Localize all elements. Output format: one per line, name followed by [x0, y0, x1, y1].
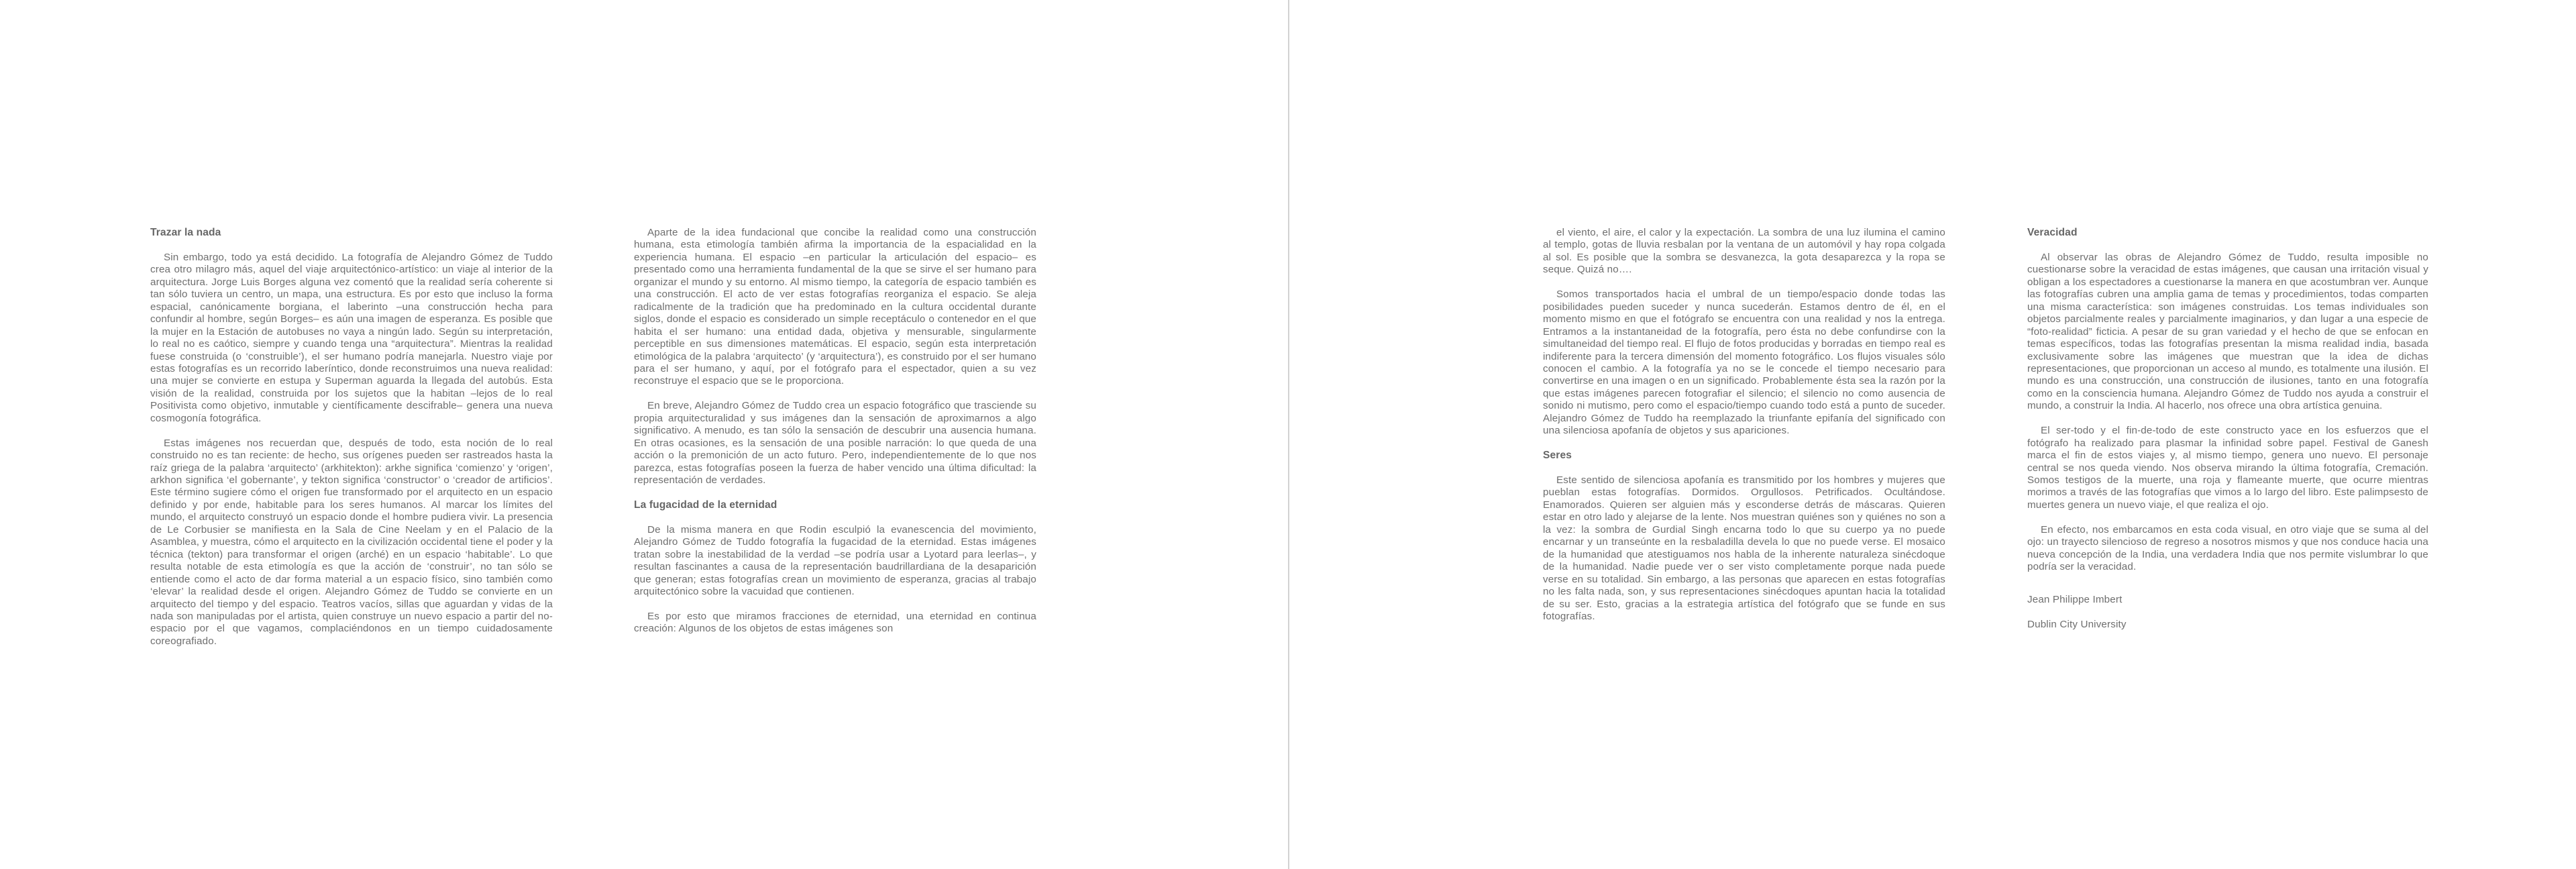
author-affiliation: Dublin City University: [2027, 618, 2127, 630]
column-2: [634, 227, 1036, 635]
column-4: [2027, 227, 2428, 643]
column-3: [1543, 227, 1945, 623]
paragraph: Sin embargo, todo ya está decidido. La fotografía de Alejandro Gómez de Tuddo crea otro milagro más, aquel del viaje arquitectónico-artístico: un viaje al interior de la arquitectura. Jorge Luis Borges alguna vez comentó que la realidad sería coherente si tan sólo tuviera un centro, un mapa, una estructura. Es por esto que incluso la forma espacial, canónicamente borgiana, el laberinto –una construcción hecha para confundir al hombre, según Borges– es aún una imagen de esperanza. Es posible que la mujer en la Estación de autobuses no vaya a ningún lado. Según su interpretación, lo real no es caótico, siempre y cuando tenga una “arquitectura”. Mientras la realidad fuese construida (o ‘construible’), el ser humano podría manejarla. Nuestro viaje por estas fotografías es un recorrido laberíntico, donde reconstruimos una nueva realidad: una mujer se convierte en estupa y Superman aguarda la llegada del autobús. Esta visión de la realidad, construida por los sujetos que la habitan –lejos de lo real Positivista como objetivo, inmutable y científicamente descifrable– genera una nueva cosmogonía fotográfica.: [150, 251, 553, 424]
section-heading-veracidad: Veracidad: [2027, 227, 2078, 238]
author-name: Jean Philippe Imbert: [2027, 593, 2123, 605]
book-spine: [1288, 0, 1289, 869]
paragraph: Este sentido de silenciosa apofanía es transmitido por los hombres y mujeres que pueblan estas fotografías. Dormidos. Orgullosos. Petrificados. Ocultándose. Enamorados. Quieren ser alguien más y esconderse detrás de máscaras. Quieren estar en otro lado y alejarse de la lente. Nos muestran quiénes son y quiénes no son a la vez: la sombra de Gurdial Singh encarna todo lo que su cuerpo ya no puede encarnar y un transeúnte en la resbaladilla devela lo que no puede verse. El mosaico de la humanidad que atestiguamos nos habla de la inherente naturaleza sinécdoque de la humanidad. Nadie puede ver o ser visto completamente porque nada puede verse en su totalidad. Sin embargo, a las personas que aparecen en estas fotografías no les falta nada, son, y sus representaciones sinécdoques apuntan hacia la totalidad de su ser. Esto, gracias a la estrategia artística del fotógrafo que se funde en sus fotografías.: [1543, 474, 1945, 622]
section-heading-seres: Seres: [1543, 450, 1572, 462]
paragraph: Al observar las obras de Alejandro Gómez de Tuddo, resulta imposible no cuestionarse sobre la veracidad de estas imágenes, que causan una irritación visual y obligan a los espectadores a cuestionarse la manera en que acostumbran ver. Aunque las fotografías cubren una amplia gama de temas y procedimientos, todas comparten una misma característica: son imágenes construidas. Los temas individuales son objetos parcialmente reales y parcialmente imaginarios, y dan lugar a una especie de “foto-realidad” ficticia. A pesar de su gran variedad y el hecho de que se enfocan en temas específicos, todas las fotografías presentan la misma realidad india, basada exclusivamente sobre las imágenes que muestran que la idea de dichas representaciones, que proporcionan un acceso al mundo, es totalmente una ilusión. El mundo es una construcción, una construcción de ilusiones, tanto en una fotografía como en la consciencia humana. Alejandro Gómez de Tuddo nos ayuda a construir el mundo, a construir la India. Al hacerlo, nos ofrece una obra artística genuina.: [2027, 251, 2428, 412]
paragraph: Aparte de la idea fundacional que concibe la realidad como una construcción humana, esta etimología también afirma la importancia de la espacialidad en la experiencia humana. El espacio –en particular la articulación del espacio– es presentado como una herramienta fundamental de la que se sirve el ser humano para organizar el mundo y su entorno. Al mismo tiempo, la categoría de espacio también es una construcción. El acto de ver estas fotografías reorganiza el espacio. Se aleja radicalmente de la tradición que ha predominado en la cultura occidental durante siglos, donde el espacio es considerado un simple receptáculo o contenedor en el que habita el ser humano: una entidad dada, objetiva y mensurable, singularmente perceptible en sus dimensiones matemáticas. El espacio, según esta interpretación etimológica de la palabra ‘arquitecto’ (y ‘arquitectura’), es construido por el ser humano para el ser humano, y aquí, por el fotógrafo para el espectador, quien a su vez reconstruye el espacio que se le proporciona.: [634, 227, 1036, 387]
paragraph: Es por esto que miramos fracciones de eternidad, una eternidad en continua creación: Algunos de los objetos de estas imágenes son: [634, 610, 1036, 635]
paragraph: En efecto, nos embarcamos en esta coda visual, en otro viaje que se suma al del ojo: un trayecto silencioso de regreso a nosotros mismos y que nos conduce hacia una nueva concepción de la India, una verdadera India que nos permite vislumbrar lo que podría ser la veracidad.: [2027, 523, 2428, 573]
signature-block: [2027, 594, 2428, 631]
paragraph: De la misma manera en que Rodin esculpió la evanescencia del movimiento, Alejandro Gómez de Tuddo fotografía la fugacidad de la eternidad. Estas imágenes tratan sobre la inestabilidad de la verdad –se podría usar a Lyotard para leerlas–, y resultan fascinantes a causa de la representación baudrillardiana de la desaparición que generan; estas fotografías crean un movimiento de esperanza, gracias al trabajo arquitectónico sobre la vacuidad que contienen.: [634, 523, 1036, 598]
paragraph: el viento, el aire, el calor y la expectación. La sombra de una luz ilumina el camino al templo, gotas de lluvia resbalan por la ventana de un automóvil y hay ropa colgada al sol. Es posible que la sombra se desvanezca, la gota desaparezca y la ropa se seque. Quizá no….: [1543, 227, 1945, 276]
section-heading-trazar-la-nada: Trazar la nada: [150, 227, 221, 238]
paragraph: Somos transportados hacia el umbral de un tiempo/espacio donde todas las posibilidades pueden suceder y nunca sucederán. Estamos dentro de él, en el momento mismo en que el fotógrafo se encuentra con una realidad y nos la entrega. Entramos a la instantaneidad de la fotografía, pero ésta no debe confundirse con la simultaneidad del tiempo real. El flujo de fotos producidas y borradas en tiempo real es indiferente para la tercera dimensión del momento fotográfico. Los flujos visuales sólo conocen el cambio. A la fotografía ya no se le concede el tiempo necesario para convertirse en una imagen o en un significado. Probablemente ésta sea la razón por la que estas imágenes parecen fotografiar el silencio; el silencio no como ausencia de sonido ni mutismo, pero como el espacio/tiempo cuando todo está a punto de suceder. Alejandro Gómez de Tuddo ha reemplazado la triunfante epifanía del significado con una silenciosa apofanía de objetos y sus apariciones.: [1543, 289, 1945, 437]
section-heading-la-fugacidad: La fugacidad de la eternidad: [634, 499, 777, 511]
column-1: [150, 227, 553, 648]
paragraph: Estas imágenes nos recuerdan que, después de todo, esta noción de lo real construido no es tan reciente: de hecho, sus orígenes pueden ser rastreados hasta la raíz griega de la palabra ‘arquitecto’ (arkhitekton): arkhe significa ‘comienzo’ y ‘origen’, arkhon significa ‘el gobernante’, y tekton significa ‘constructor’ o ‘creador de artificios’. Este término sugiere cómo el origen fue transformado por el arquitecto en un espacio definido y por ende, habitable para los seres humanos. Al marcar los límites del mundo, el arquitecto construyó un espacio donde el hombre pudiera vivir. La presencia de Le Corbusier se manifiesta en la Sala de Cine Neelam y en el Palacio de la Asamblea, y muestra, cómo el arquitecto en la civilización occidental tiene el poder y la técnica (tekton) para transformar el origen (arché) en un espacio ‘habitable’. Lo que resulta notable de esta etimología es que la acción de ‘construir’, no tan sólo se entiende como el acto de dar forma material a un espacio físico, sino también como ‘elevar’ la realidad desde el origen. Alejandro Gómez de Tuddo se convierte en un arquitecto del tiempo y del espacio. Teatros vacíos, sillas que aguardan y vidas de la nada son manipuladas por el artista, quien construye un nuevo espacio a partir del no-espacio por el que vagamos, complaciéndonos en un tiempo cuidadosamente coreografiado.: [150, 437, 553, 647]
paragraph: En breve, Alejandro Gómez de Tuddo crea un espacio fotográfico que trasciende su propia arquitecturalidad y sus imágenes dan la sensación de aproximarnos a algo significativo. A menudo, es tan sólo la sensación de descubrir una ausencia humana. En otras ocasiones, es la sensación de una posible narración: lo que queda de una acción o la premonición de un acto futuro. Pero, independientemente de lo que nos parezca, estas fotografías poseen la fuerza de haber vencido una última dificultad: la representación de verdades.: [634, 400, 1036, 487]
paragraph: El ser-todo y el fin-de-todo de este constructo yace en los esfuerzos que el fotógrafo ha realizado para plasmar la infinidad sobre papel. Festival de Ganesh marca el fin de estos viajes y, al mismo tiempo, genera uno nuevo. El personaje central se nos queda viendo. Nos observa mirando la última fotografía, Cremación. Somos testigos de la muerte, una roja y flameante muerte, que ocurre mientras morimos a través de las fotografías que vimos a lo largo del libro. Este palimpsesto de muertes genera un nuevo viaje, el que realiza el ojo.: [2027, 425, 2428, 511]
